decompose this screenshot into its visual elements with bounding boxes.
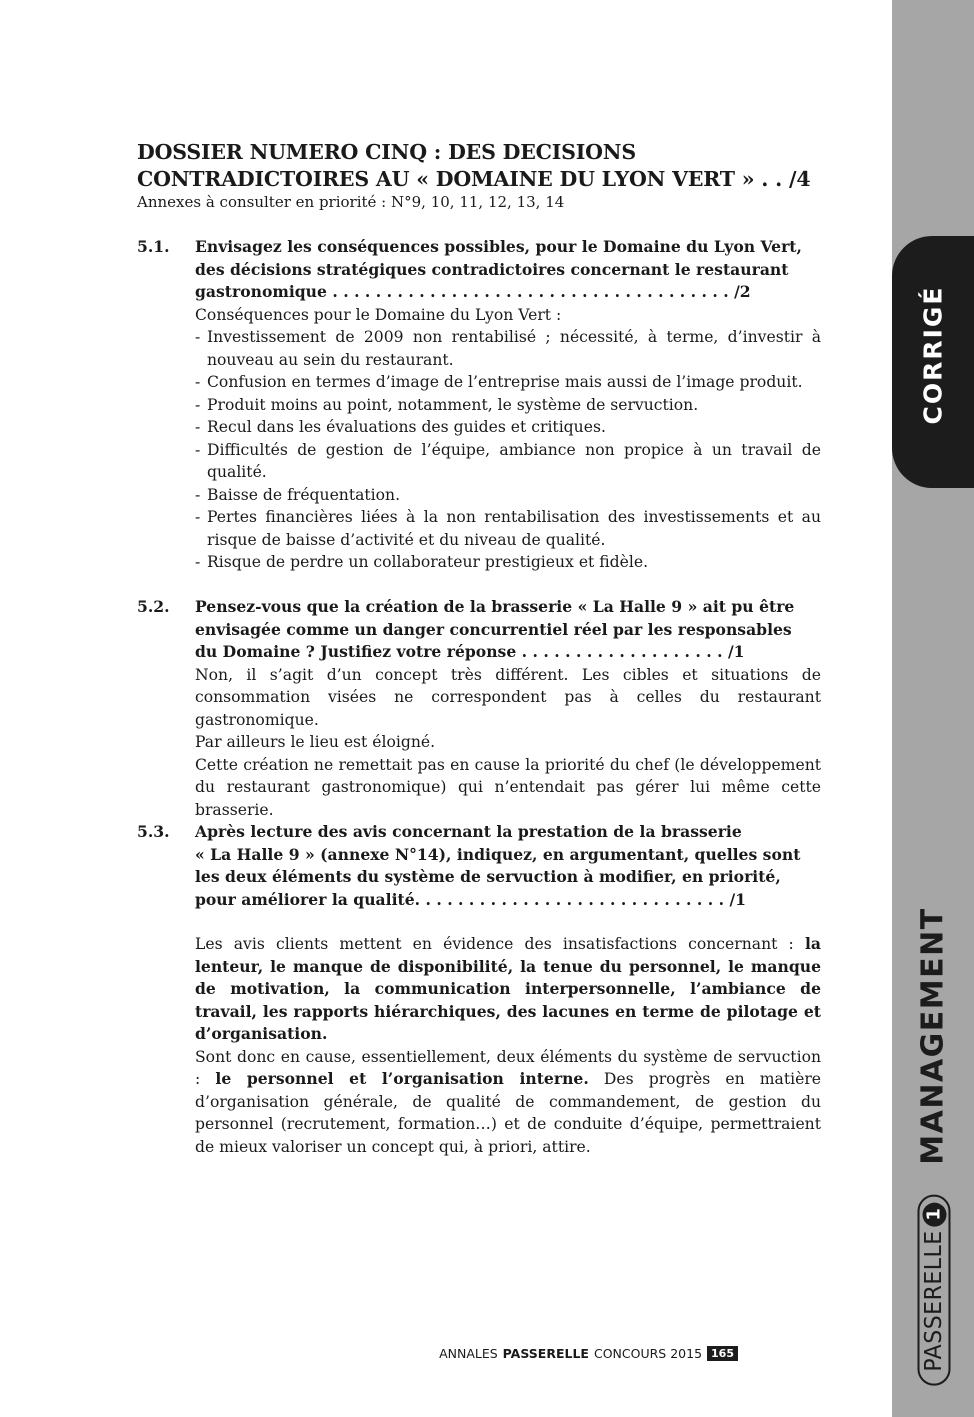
question-5-3 [137,821,821,1158]
annexes-note: Annexes à consulter en priorité : N°9, 10, 11, 12, 13, 14 [137,193,565,211]
footer-brand: PASSERELLE [502,1346,589,1361]
list-item: - Pertes financières liées à la non rentabilisation des investissements et au risque de baisse d’activité et du niveau de qualité. [195,506,821,551]
list-item: - Recul dans les évaluations des guides et critiques. [195,416,821,439]
footer-prefix: ANNALES [439,1346,498,1361]
dossier-title [137,139,837,193]
dossier-title-line2: CONTRADICTOIRES AU « DOMAINE DU LYON VERT » . . /4 [137,167,811,191]
prompt-line: gastronomique . . . . . . . . . . . . . . . . . . . . . . . . . . . . . . . . . . . . . /2 [195,282,751,301]
list-item: - Confusion en termes d’image de l’entreprise mais aussi de l’image produit. [195,371,821,394]
question-number: 5.3. [137,822,170,841]
answer-emphasis: le personnel et l’organisation interne. [215,1069,589,1088]
corrige-label: CORRIGÉ [918,285,948,425]
prompt-line: pour améliorer la qualité. . . . . . . . . . . . . . . . . . . . . . . . . . . . . /1 [195,889,747,909]
answer-text: Les avis clients mettent en évidence des insatisfactions concernant : [195,935,805,953]
list-item: - Baisse de fréquentation. [195,484,821,507]
question-5-2 [137,596,821,821]
page-footer [439,1346,738,1361]
prompt-line: envisagée comme un danger concurrentiel réel par les responsables [195,619,792,639]
dossier-title-line1: DOSSIER NUMERO CINQ : DES DECISIONS [137,140,636,164]
answer-paragraph [195,933,821,1046]
question-number: 5.1. [137,237,170,256]
answer-paragraph [195,1046,821,1159]
question-number: 5.2. [137,597,170,616]
answer-paragraph: Par ailleurs le lieu est éloigné. [195,733,436,751]
logo-word: PASSERELLE [920,1230,948,1372]
prompt-line: Pensez-vous que la création de la brasserie « La Halle 9 » ait pu être [195,597,795,616]
section-label: MANAGEMENT [915,907,951,1165]
prompt-line: du Domaine ? Justifiez votre réponse . . . . . . . . . . . . . . . . . . . /1 [195,642,745,661]
prompt-line: Envisagez les conséquences possibles, pour le Domaine du Lyon Vert, [195,237,802,256]
question-prompt [195,236,821,304]
prompt-line: « La Halle 9 » (annexe N°14), indiquez, en argumentant, quelles sont [195,844,801,864]
answer-emphasis: la lenteur, le manque de disponibilité, la tenue du personnel, le manque de motivation, la communication interpersonnelle, l’ambiance de travail, les rapports hiérarchiques, des lacunes en terme de pilotage et d’organisation. [195,934,821,1043]
prompt-line: Après lecture des avis concernant la prestation de la brasserie [195,822,742,841]
answer-paragraph: Cette création ne remettait pas en cause la priorité du chef (le développement du restaurant gastronomique) qui n’entendait pas gérer lui même cette brasserie. [195,755,821,819]
answer-intro: Conséquences pour le Domaine du Lyon Vert : [195,305,562,324]
list-item: - Difficultés de gestion de l’équipe, ambiance non propice à un travail de qualité. [195,439,821,484]
question-prompt [195,596,821,664]
answer-text: Des progrès en matière d’organisation générale, de qualité de commandement, de gestion du personnel (recrutement, formation…) et de conduite d’équipe, permettraient de mieux valoriser un concept qui, à priori, attire. [195,1070,822,1156]
list-item: - Produit moins au point, notamment, le système de servuction. [195,394,821,417]
prompt-line: les deux éléments du système de servuction à modifier, en priorité, [195,867,781,886]
footer-suffix: CONCOURS 2015 [593,1346,703,1361]
answer-text: Sont donc en cause, essentiellement, deux éléments du système de servuction : [195,1047,821,1088]
answer-paragraph: Non, il s’agit d’un concept très différent. Les cibles et situations de consommation visées ne correspondent pas à celles du restaurant gastronomique. [195,665,821,729]
logo-number: 1 [922,1202,946,1226]
question-5-1 [137,236,821,574]
list-item: - Investissement de 2009 non rentabilisé ; nécessité, à terme, d’investir à nouveau au sein du restaurant. [195,326,821,371]
page-number: 165 [707,1346,738,1361]
prompt-line: des décisions stratégiques contradictoires concernant le restaurant [195,259,789,279]
consequences-list [195,326,821,574]
passerelle-logo [918,1194,951,1385]
list-item: - Risque de perdre un collaborateur prestigieux et fidèle. [195,551,821,574]
question-prompt [195,821,821,911]
